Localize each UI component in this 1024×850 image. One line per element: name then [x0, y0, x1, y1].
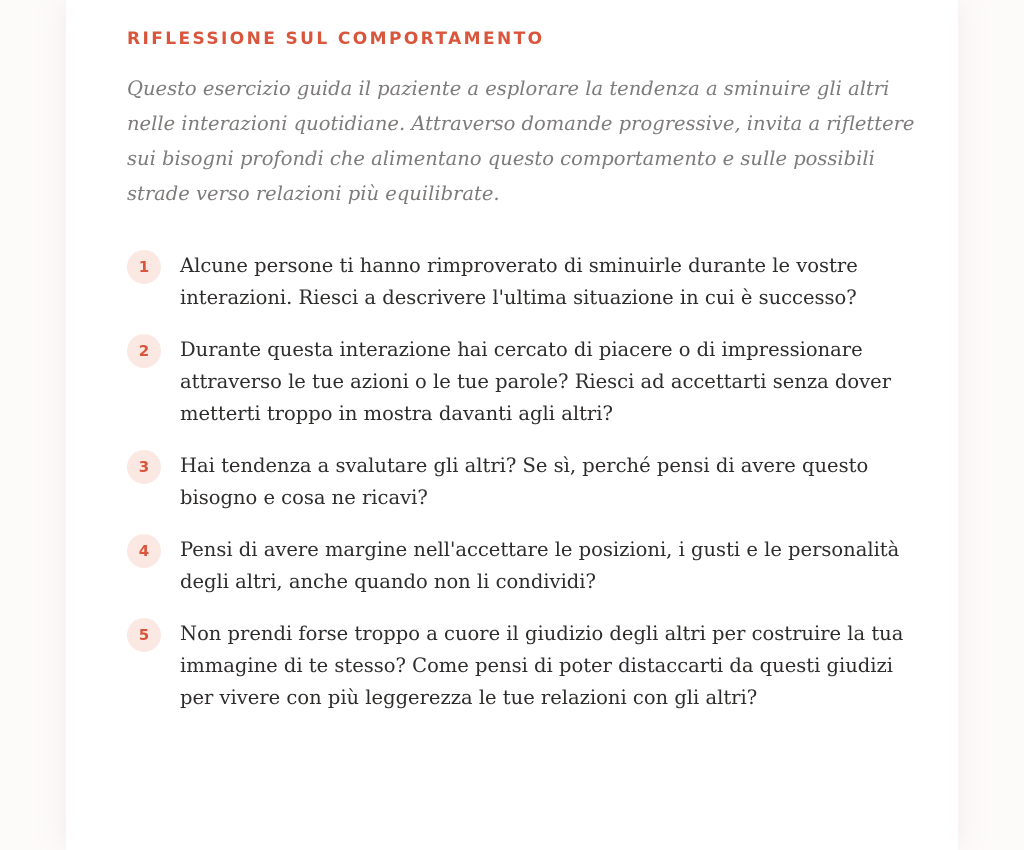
question-list [127, 250, 917, 734]
question-item [127, 334, 917, 430]
question-item [127, 450, 917, 514]
question-item [127, 534, 917, 598]
question-number-badge: 1 [127, 250, 161, 284]
question-item [127, 250, 917, 314]
question-text: Non prendi forse troppo a cuore il giudizio degli altri per costruire la tua immagine di te stesso? Come pensi di poter distaccarti da questi giudizi per vivere con più leggerezza le tue relazioni con gli altri? [180, 622, 904, 709]
question-number-badge: 3 [127, 450, 161, 484]
section-title: RIFLESSIONE SUL COMPORTAMENTO [127, 29, 545, 49]
question-number-badge: 5 [127, 618, 161, 652]
question-item [127, 618, 917, 714]
question-text: Hai tendenza a svalutare gli altri? Se sì, perché pensi di avere questo bisogno e cosa ne ricavi? [180, 454, 869, 509]
question-text: Alcune persone ti hanno rimproverato di sminuirle durante le vostre interazioni. Riesci a descrivere l'ultima situazione in cui è successo? [180, 254, 858, 309]
question-text: Durante questa interazione hai cercato di piacere o di impressionare attraverso le tue azioni o le tue parole? Riesci ad accettarti senza dover metterti troppo in mostra davanti agli altri? [180, 338, 892, 425]
question-text: Pensi di avere margine nell'accettare le posizioni, i gusti e le personalità degli altri, anche quando non li condividi? [180, 538, 900, 593]
section-intro: Questo esercizio guida il paziente a esplorare la tendenza a sminuire gli altri nelle interazioni quotidiane. Attraverso domande progressive, invita a riflettere sui bisogni profondi che alimentano questo comportamento e sulle possibili strade verso relazioni più equilibrate. [127, 77, 915, 205]
question-number-badge: 2 [127, 334, 161, 368]
question-number-badge: 4 [127, 534, 161, 568]
